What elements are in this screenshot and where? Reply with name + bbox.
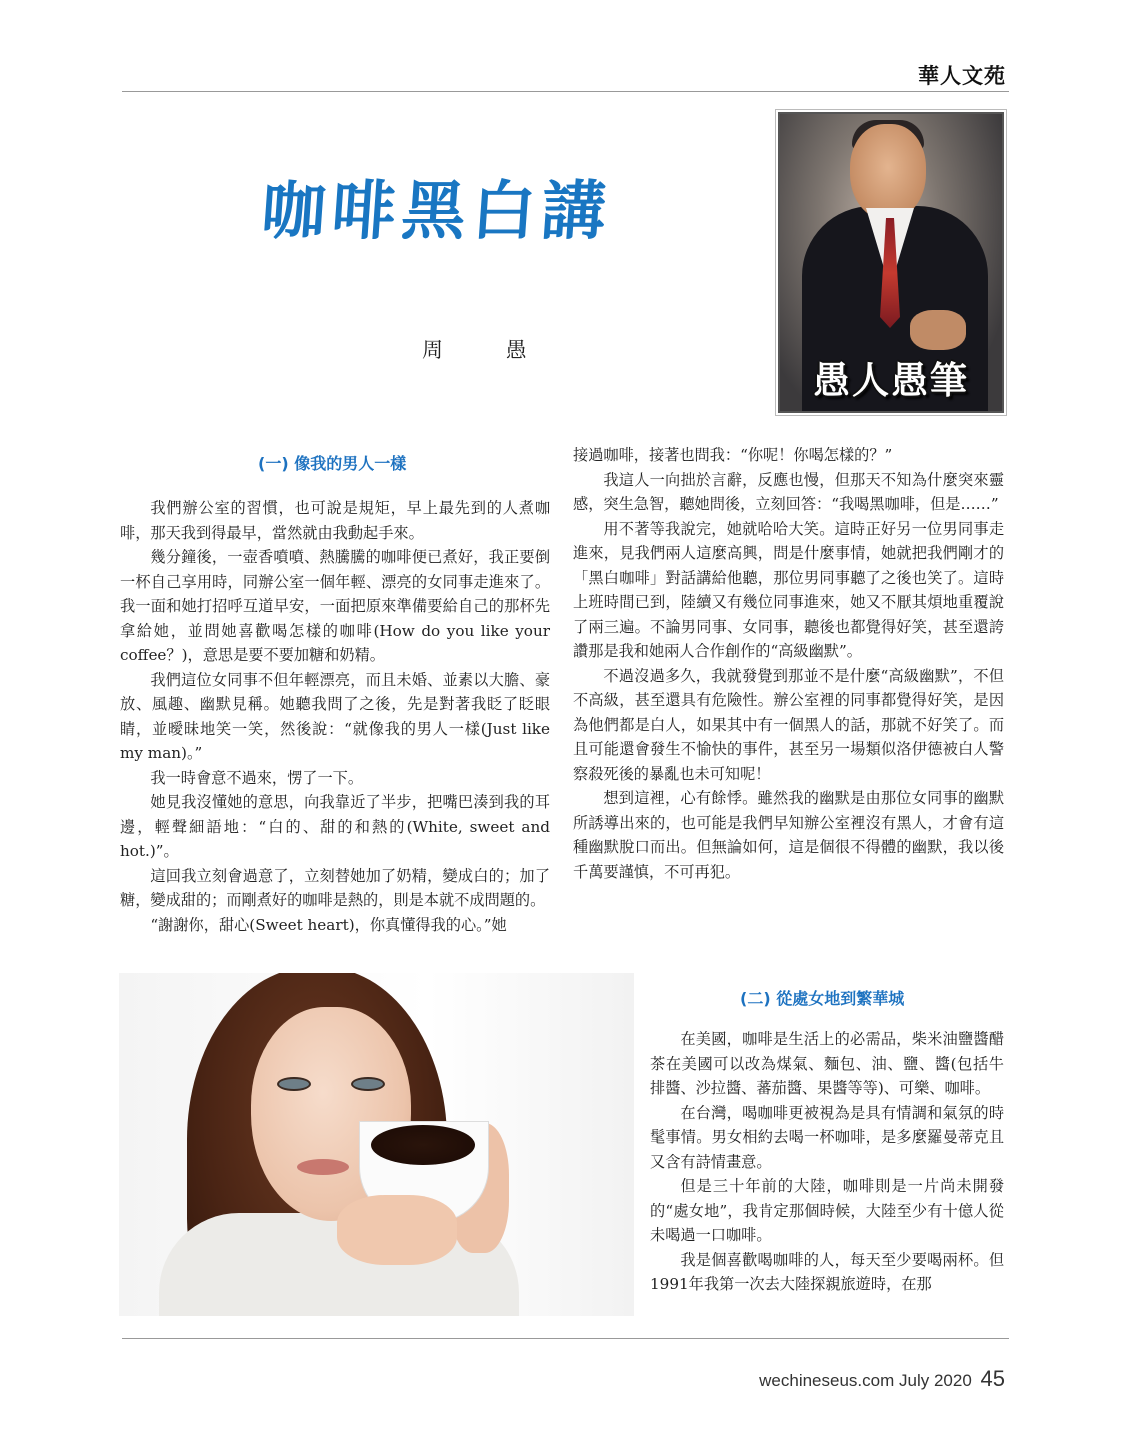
photo-lips xyxy=(297,1159,349,1175)
photo-eye xyxy=(277,1077,311,1091)
paragraph: 我們辦公室的習慣，也可說是規矩，早上最先到的人煮咖啡，那天我到得最早，當然就由我動起手來。 xyxy=(120,499,550,542)
photo-eye xyxy=(351,1077,385,1091)
paragraph: 接過咖啡，接著也問我：“你呢！你喝怎樣的？” xyxy=(573,446,893,464)
footer-date: July 2020 xyxy=(899,1371,972,1390)
author-byline: 周 愚 xyxy=(422,338,555,362)
article-column-bottom-right xyxy=(650,1027,1004,1297)
author-portrait xyxy=(778,112,1004,413)
paragraph: 在美國，咖啡是生活上的必需品，柴米油鹽醬醋茶在美國可以改為煤氣、麵包、油、鹽、醬(包括牛排醬、沙拉醬、蕃茄醬、果醬等等)、可樂、咖啡。 xyxy=(650,1030,1004,1097)
footer-rule xyxy=(122,1338,1009,1339)
paragraph: 我是個喜歡喝咖啡的人，每天至少要喝兩杯。但1991年我第一次去大陸探親旅遊時，在那 xyxy=(650,1250,1004,1293)
paragraph: 幾分鐘後，一壺香噴噴、熱騰騰的咖啡便已煮好，我正要倒一杯自己享用時，同辦公室一個年輕、漂亮的女同事走進來了。我一面和她打招呼互道早安，一面把原來準備要給自己的那杯先拿給她，並問她喜歡喝怎樣的咖啡(How do you like your coffee？)，意思是要不要加糖和奶精。 xyxy=(120,548,550,664)
paragraph: 我一時會意不過來，愣了一下。 xyxy=(150,768,364,787)
paragraph: 但是三十年前的大陸，咖啡則是一片尚未開發的“處女地”，我肯定那個時候，大陸至少有十億人從未喝過一口咖啡。 xyxy=(650,1177,1004,1244)
paragraph: 不過沒過多久，我就發覺到那並不是什麼“高級幽默”，不但不高級，甚至還具有危險性。辦公室裡的同事都覺得好笑，是因為他們都是白人，如果其中有一個黑人的話，那就不好笑了。而且可能還會發生不愉快的事件，甚至另一場類似洛伊德被白人警察殺死後的暴亂也未可知呢！ xyxy=(573,666,1004,783)
photo-hand xyxy=(337,1195,457,1265)
paragraph: “謝謝你，甜心(Sweet heart)，你真懂得我的心。”她 xyxy=(150,915,507,934)
portrait-hand xyxy=(910,310,966,350)
coffee-surface xyxy=(371,1125,475,1165)
header-rule xyxy=(122,91,1009,92)
paragraph: 她見我沒懂她的意思，向我靠近了半步，把嘴巴湊到我的耳邊，輕聲細語地：“白的、甜的和熱的(White, sweet and hot.)”。 xyxy=(120,793,550,860)
portrait-face xyxy=(850,124,926,220)
article-column-left xyxy=(120,496,550,937)
paragraph: 我這人一向拙於言辭，反應也慢，但那天不知為什麼突來靈感，突生急智，聽她問後，立刻回答：“我喝黑咖啡，但是……” xyxy=(573,470,1004,513)
paragraph: 我們這位女同事不但年輕漂亮，而且未婚、並素以大膽、豪放、風趣、幽默見稱。她聽我問了之後，先是對著我眨了眨眼睛，並曖昧地笑一笑，然後說：“就像我的男人一樣(Just like my man)。” xyxy=(120,670,550,762)
woman-coffee-photo xyxy=(119,973,634,1316)
article-title: 咖啡黑白講 xyxy=(258,175,615,249)
paragraph: 在台灣，喝咖啡更被視為是具有情調和氣氛的時髦事情。男女相約去喝一杯咖啡，是多麼羅曼蒂克且又含有詩情畫意。 xyxy=(650,1103,1004,1171)
page-number: 45 xyxy=(980,1366,1005,1391)
paragraph: 用不著等我說完，她就哈哈大笑。這時正好另一位男同事走進來，見我們兩人這麼高興，問是什麼事情，她就把我們剛才的「黑白咖啡」對話講給他聽，那位男同事聽了之後也笑了。這時上班時間已到，陸續又有幾位同事進來，她又不厭其煩地重覆說了兩三遍。不論男同事、女同事，聽後也都覺得好笑，甚至還誇讚那是我和她兩人合作創作的“高級幽默”。 xyxy=(573,519,1004,660)
paragraph: 想到這裡，心有餘悸。雖然我的幽默是由那位女同事的幽默所誘導出來的，也可能是我們早知辦公室裡沒有黑人，才會有這種幽默脫口而出。但無論如何，這是個很不得體的幽默，我以後千萬要謹慎，不可再犯。 xyxy=(573,789,1004,881)
footer-site: wechineseus.com xyxy=(759,1371,895,1390)
section-name: 華人文苑 xyxy=(918,63,1006,88)
article-column-right xyxy=(573,443,1004,884)
paragraph: 這回我立刻會過意了，立刻替她加了奶精，變成白的；加了糖，變成甜的；而剛煮好的咖啡是熱的，則是本就不成問題的。 xyxy=(120,866,550,909)
section2-heading: (二) 從處女地到繁華城 xyxy=(740,989,905,1008)
column-logo-caption: 愚人愚筆 xyxy=(813,359,969,402)
section1-heading: (一) 像我的男人一樣 xyxy=(258,454,407,473)
page-footer xyxy=(759,1366,1005,1392)
